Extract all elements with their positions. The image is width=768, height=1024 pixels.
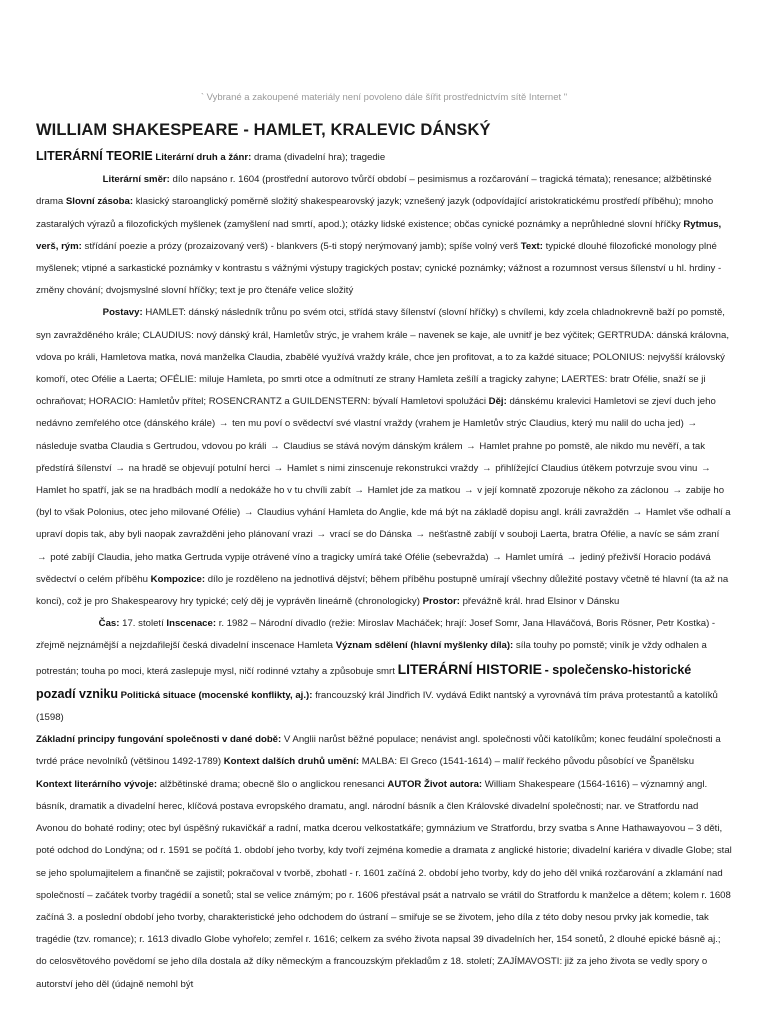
kontext-umeni-label: Kontext dalších druhů umění: — [223, 756, 360, 768]
arrow-icon: → — [37, 551, 47, 563]
autor-text: William Shakespeare (1564-1616) – významný angl. básník, dramatik a divadelní herec, klíčová postava evropského dramatu, angl. národní básník a člen Královské divadelní společnosti; nar. ve Stratfordu nad Avonou do bohaté rodiny; otec byl úspěšný rukavičkář a radní, matka dcerou velkostatkáře; gymnázium ve Stratfordu, brzy svatba s Anne Hathawayovou – 3 děti, poté odchod do Londýna; od r. 1591 se počítá 1. období jeho tvorby, kdy tvoří zejména komedie a dramata z anglické historie; divadelní kariéra v divadle Globe; stal se jeho spolumajitelem a finančně se zajistil; pokračoval v tvorbě, zbohatl - r. 1601 začíná 2. období jeho tvorby, kdy do jeho děl vniká rozčarování a zklamání nad společností – začátek tvorby tragédií a sonetů; stal se velice známým; po r. 1606 přestával psát a natrvalo se vrátil do Stratfordu k manželce a dětem; kolem r. 1608 začíná 3. a poslední období jeho tvorby, charakteristické jeho odchodem do ústraní – smiřuje se se životem, jeho díla z této doby nesou prvky jak komedie, tak tragédie (tzv. romance); r. 1613 divadlo Globe vyhořelo; zemřel r. 1616; celkem za svého života napsal 39 divadelních her, 154 sonetů, 2 dlouhé epické básně aj.; do celosvětového povědomí se jeho díla dostala až díky německým a francouzským překladům z 18. století; ZAJÍMAVOSTI: již za jeho života se vedly spory o autorství jeho děl (údajně nemohl být — [36, 778, 732, 990]
rytmus-text: střídání poezie a prózy (prozaizovaný verš) - blankvers (5-ti stopý nerýmovaný jamb); spíše volný verš — [84, 240, 519, 252]
section-subheading-historie: - společensko-historické pozadí vzniku — [36, 662, 692, 701]
smer-text: dílo napsáno r. 1604 (prostřední autorovo tvůrčí období – pesimismus a rozčarování – tragická témata); renesance; alžbětinské drama — [36, 174, 712, 208]
dej-segment: ten mu poví o svědectví své vlastní vraždy (vrahem je Hamletův strýc Claudius, který mu nalil do ucha jed) — [232, 418, 684, 430]
smer-label: Literární směr: — [102, 174, 170, 186]
dej-text — [36, 396, 731, 585]
vyznam-text: síla touhy po pomstě; viník je vždy odhalen a potrestán; touha po moci, která zaslepuje mysl, ničí rodinné vztahy a způsobuje smrt — [36, 640, 707, 677]
dej-segment: poté zabíjí Claudia, jeho matka Gertruda vypije otrávené víno a tragicky umírá také Ofélie (sebevražda) — [50, 551, 489, 563]
arrow-icon: → — [492, 551, 502, 563]
dej-segment: Hamlet jde za matkou — [367, 485, 461, 497]
arrow-icon: → — [218, 418, 229, 430]
kontext-lit-label: Kontext literárního vývoje: — [36, 778, 158, 790]
dej-segment: Hamlet vše odhalí a upraví dopis tak, aby byli naopak zavražděni jeho plánovaní vrazi — [36, 507, 731, 541]
arrow-icon: → — [566, 551, 577, 563]
arrow-icon: → — [687, 418, 698, 430]
arrow-icon: → — [464, 485, 474, 497]
postavy-label: Postavy: — [102, 307, 143, 319]
arrow-icon: → — [354, 485, 364, 497]
kontext-umeni-text: MALBA: El Greco (1541-1614) – malíř řeckého původu působící ve Španělsku — [361, 756, 695, 768]
literarni-teorie-section — [36, 145, 732, 996]
dej-segment: přihlížející Claudius útěkem potvrzuje svou vinu — [495, 462, 698, 474]
vyznam-label: Význam sdělení (hlavní myšlenky díla): — [335, 640, 514, 652]
kompozice-text: dílo je rozděleno na jednotlivá dějství; během příběhu postupně umírají všechny důležité postavy včetně té hlavní (ta až na konci), což je pro Shakespearovy hry typické; celý děj je vyprávěn lineárně (chronologicky) — [36, 573, 729, 608]
inscenace-text: r. 1982 – Národní divadlo (režie: Miroslav Macháček; hrají: Josef Somr, Jana Hlaváčová, Boris Rösner, Petr Kostka) - zřejmě nejznámější a nejzdařilejší česká divadelní inscenace Hamleta — [36, 618, 716, 652]
document-body — [36, 145, 732, 996]
dej-segment: na hradě se objevují potulní herci — [128, 462, 270, 474]
dej-segment: Claudius vyhání Hamleta do Anglie, kde má být na základě dopisu angl. králi zavražděn — [257, 507, 629, 519]
arrow-icon: → — [270, 440, 280, 452]
dej-segment: nešťastně zabíjí v souboji Laerta, bratra Ofélie, a navíc se sám zraní — [428, 529, 720, 541]
druh-label: Literární druh a žánr: — [155, 152, 252, 163]
dej-label: Děj: — [488, 396, 507, 408]
arrow-icon: → — [482, 462, 492, 474]
dej-segment: dánskému kralevici Hamletovi se zjeví duch jeho nedávno zemřelého otce (dánského krále) — [36, 396, 716, 430]
section-heading-literarni-teorie: LITERÁRNÍ TEORIE — [36, 149, 153, 163]
prostor-label: Prostor: — [422, 596, 460, 608]
arrow-icon: → — [316, 529, 327, 541]
principy-label: Základní principy fungování společnosti v dané době: — [36, 734, 282, 746]
autor-label: AUTOR Život autora: — [387, 778, 483, 790]
arrow-icon: → — [243, 507, 254, 519]
kompozice-label: Kompozice: — [150, 573, 206, 585]
dej-segment: zabije ho (byl to však Polonius, otec jeho milované Ofélie) — [36, 485, 725, 519]
inscenace-label: Inscenace: — [166, 618, 217, 630]
section-heading-literarni-historie: LITERÁRNÍ HISTORIE — [397, 660, 542, 677]
dej-segment: v její komnatě zpozoruje někoho za záclonou — [477, 485, 669, 497]
cas-label: Čas: — [98, 618, 120, 630]
druh-text: drama (divadelní hra); tragedie — [253, 152, 386, 163]
dej-segment: jediný přeživší Horacio podává svědectví o celém příběhu — [36, 551, 711, 585]
arrow-icon: → — [632, 507, 643, 519]
politicka-label: Politická situace (mocenské konflikty, aj.): — [120, 689, 313, 701]
dej-segment: Hamlet prahne po pomstě, ale nikdo mu nevěří, a tak předstírá šílenství — [36, 440, 705, 474]
page-title: WILLIAM SHAKESPEARE - HAMLET, KRALEVIC DÁNSKÝ — [36, 121, 491, 139]
arrow-icon: → — [115, 462, 125, 474]
arrow-icon: → — [466, 440, 476, 452]
zasoba-label: Slovní zásoba: — [65, 196, 134, 208]
arrow-icon: → — [415, 529, 426, 541]
cas-text: 17. století — [122, 618, 164, 630]
text-label: Text: — [520, 240, 543, 252]
text-text: typické dlouhé filozofické monology plné myšlenek; vtipné a sarkastické poznámky v kontrastu s vážnými výstupy tragických postav; cynické poznámky; vážnost a rozumnost versus šílenství u hl. hrdiny - změny chování; dvojsmyslné slovní hříčky; text je pro čtenáře velice složitý — [36, 240, 722, 297]
dej-segment: Hamlet umírá — [505, 551, 564, 563]
arrow-icon: → — [701, 462, 711, 474]
kontext-lit-text: alžbětinské drama; obecně šlo o anglickou renesanci — [159, 778, 385, 790]
dej-segment: Hamlet s nimi zinscenuje rekonstrukci vraždy — [286, 462, 479, 474]
dej-segment: Hamlet ho spatří, jak se na hradbách modlí a nedokáže ho v tu chvíli zabít — [36, 485, 351, 497]
postavy-text: HAMLET: dánský následník trůnu po svém otci, střídá stavy šílenství (slovní hříčky) s chvílemi, kdy zcela chladnokrevně baží po pomstě, syn zavražděného krále; CLAUDIUS: nový dánský král, Hamletův strýc, je vrahem krále – navenek se kaje, ale uvnitř je bez výčitek; GERTRUDA: dánská královna, vdova po králi, Hamletova matka, nová manželka Claudia, zbabělé využívá vraždy krále, chce jen profitovat, a to za každé situace; POLONIUS: nejvyšší královský komoří, otec Ofélie a Laerta; OFÉLIE: miluje Hamleta, po smrti otce a odmítnutí ze strany Hamleta zešílí a tragicky zahyne; LAERTES: bratr Ofélie, snaží se ji ochraňovat; HORACIO: Hamletův přítel; ROSENCRANTZ a GUILDENSTERN: bývalí Hamletovi spolužáci — [36, 307, 729, 408]
prostor-text: převážně král. hrad Elsinor v Dánsku — [462, 596, 620, 608]
dej-segment: vrací se do Dánska — [329, 529, 412, 541]
arrow-icon: → — [273, 462, 284, 474]
dej-segment: následuje svatba Claudia s Gertrudou, vdovou po králi — [36, 440, 267, 452]
watermark-notice: ` Vybrané a zakoupené materiály není povoleno dále šířit prostřednictvím sítě Internet " — [200, 92, 568, 103]
politicka-text: francouzský král Jindřich IV. vydává Edikt nantský a vyrovnává tím práva protestantů a katolíků (1598) — [36, 689, 718, 724]
zasoba-text: klasický staroanglický poměrně složitý shakespearovský jazyk; vznešený jazyk (odpovídající aristokratickému prostředí příběhu); mnoho zastaralých výrazů a filozofických myšlenek (zamyšlení nad smrtí, apod.); otázky lidské existence; občas cynické poznámky a neprůhledné slovní hříčky — [36, 196, 714, 230]
arrow-icon: → — [672, 485, 683, 497]
rytmus-label: Rytmus, verš, rým: — [36, 218, 722, 252]
principy-text: V Anglii narůst běžné populace; nenávist angl. společnosti vůči katolíkům; konec feudální společnosti a tvrdé práce nevolníků (většinou 1492-1789) — [36, 734, 721, 768]
dej-segment: Claudius se stává novým dánským králem — [283, 440, 463, 452]
